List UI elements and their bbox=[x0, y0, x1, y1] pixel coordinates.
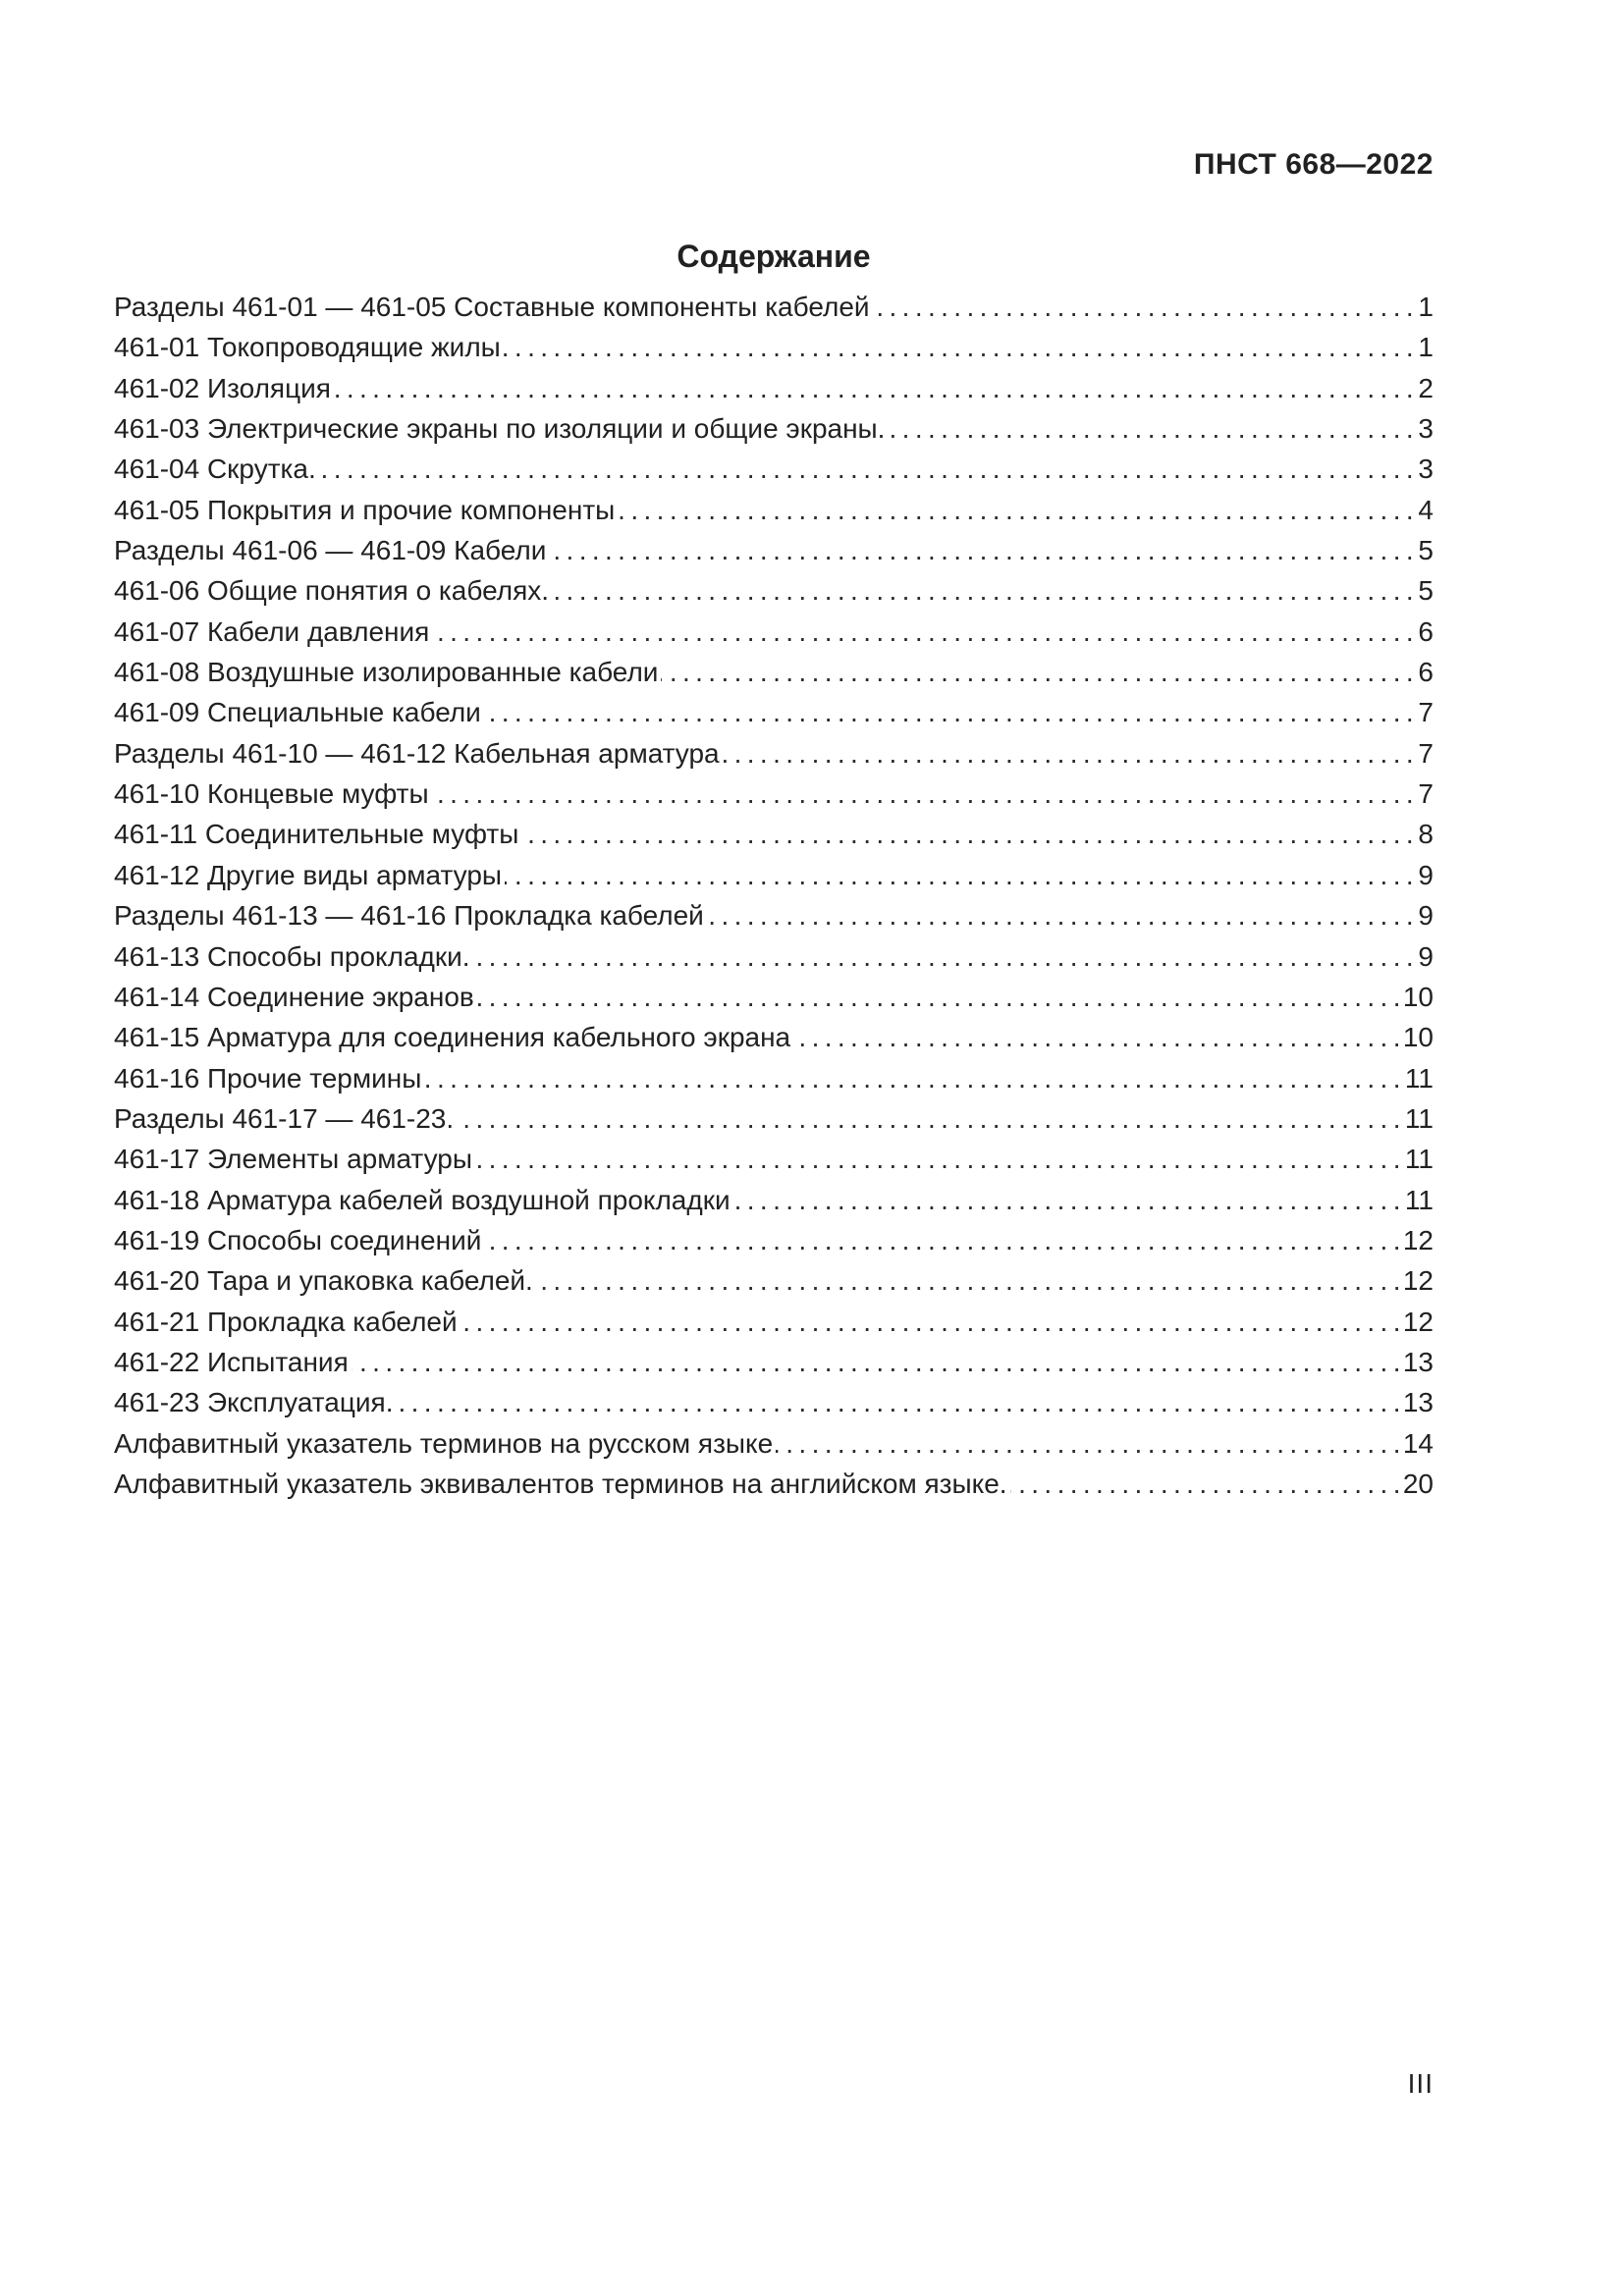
toc-entry bbox=[114, 287, 1434, 327]
toc-entry-label: 461-20 Тара и упаковка кабелей. bbox=[114, 1265, 536, 1296]
toc-entry bbox=[114, 490, 1434, 530]
toc-entry-label: 461-23 Эксплуатация. bbox=[114, 1387, 397, 1417]
toc-entry-page: 9 bbox=[1414, 855, 1434, 895]
toc-entry-label: 461-07 Кабели давления bbox=[114, 616, 432, 647]
page-title: Содержание bbox=[677, 239, 871, 274]
toc-entry-label: Разделы 461-17 — 461-23. bbox=[114, 1103, 457, 1134]
toc-entry-page: 7 bbox=[1414, 692, 1434, 732]
toc-entry bbox=[114, 1464, 1434, 1504]
toc-entry-page: 3 bbox=[1414, 449, 1434, 489]
toc-entry-page: 12 bbox=[1399, 1302, 1434, 1342]
toc-entry-page: 20 bbox=[1399, 1464, 1434, 1504]
document-code: ПНСТ 668—2022 bbox=[1193, 148, 1434, 181]
toc-entry-page: 10 bbox=[1399, 977, 1434, 1017]
toc-entry-label: 461-14 Соединение экранов bbox=[114, 982, 477, 1012]
toc-entry bbox=[114, 1342, 1434, 1382]
toc-entry-label: 461-01 Токопроводящие жилы bbox=[114, 332, 504, 362]
toc-entry-label: 461-06 Общие понятия о кабелях. bbox=[114, 575, 552, 606]
toc-entry-page: 11 bbox=[1401, 1058, 1434, 1098]
toc-entry-page: 4 bbox=[1414, 490, 1434, 530]
toc-entry-page: 6 bbox=[1414, 652, 1434, 692]
toc-entry-label: 461-02 Изоляция bbox=[114, 373, 334, 403]
toc-entry bbox=[114, 570, 1434, 611]
toc-entry-label: 461-19 Способы соединений bbox=[114, 1225, 484, 1255]
toc-entry-label: 461-22 Испытания bbox=[114, 1347, 352, 1377]
toc-entry-page: 12 bbox=[1399, 1220, 1434, 1260]
toc-entry-label: 461-13 Способы прокладки. bbox=[114, 941, 473, 972]
toc-entry-page: 1 bbox=[1414, 327, 1434, 367]
toc-entry bbox=[114, 855, 1434, 895]
toc-entry-label: 461-08 Воздушные изолированные кабели bbox=[114, 657, 661, 687]
toc-entry-page: 11 bbox=[1401, 1098, 1434, 1139]
toc-entry-page: 8 bbox=[1414, 814, 1434, 854]
toc-entry bbox=[114, 327, 1434, 367]
toc-entry-page: 7 bbox=[1414, 733, 1434, 774]
toc-entry-page: 13 bbox=[1399, 1382, 1434, 1422]
toc-entry bbox=[114, 652, 1434, 692]
page-content bbox=[114, 0, 1434, 1504]
toc-list bbox=[114, 287, 1434, 1504]
toc-entry-label: Алфавитный указатель терминов на русском языке bbox=[114, 1428, 776, 1459]
toc-entry bbox=[114, 1382, 1434, 1422]
toc-entry-label: 461-05 Покрытия и прочие компоненты bbox=[114, 495, 618, 525]
toc-entry bbox=[114, 1220, 1434, 1260]
toc-entry-page: 2 bbox=[1414, 368, 1434, 408]
toc-entry bbox=[114, 1098, 1434, 1139]
toc-entry-label: 461-04 Скрутка. bbox=[114, 454, 319, 484]
toc-entry-label: 461-11 Соединительные муфты bbox=[114, 819, 521, 849]
toc-entry bbox=[114, 1180, 1434, 1220]
toc-entry-label: Разделы 461-06 — 461-09 Кабели bbox=[114, 535, 549, 565]
toc-entry-label: 461-09 Специальные кабели bbox=[114, 697, 484, 727]
toc-entry bbox=[114, 895, 1434, 935]
toc-entry bbox=[114, 1423, 1434, 1464]
toc-entry bbox=[114, 774, 1434, 814]
toc-entry-label: 461-18 Арматура кабелей воздушной прокладки bbox=[114, 1185, 733, 1215]
toc-entry bbox=[114, 449, 1434, 489]
toc-entry bbox=[114, 1260, 1434, 1301]
toc-entry-page: 12 bbox=[1399, 1260, 1434, 1301]
toc-entry-label: 461-16 Прочие термины bbox=[114, 1063, 424, 1094]
toc-entry bbox=[114, 692, 1434, 732]
toc-entry-label: 461-15 Арматура для соединения кабельного экрана bbox=[114, 1022, 793, 1052]
toc-entry bbox=[114, 530, 1434, 570]
toc-entry bbox=[114, 612, 1434, 652]
toc-entry-page: 13 bbox=[1399, 1342, 1434, 1382]
toc-entry-page: 5 bbox=[1414, 570, 1434, 611]
toc-entry-page: 9 bbox=[1414, 895, 1434, 935]
toc-entry bbox=[114, 814, 1434, 854]
toc-entry bbox=[114, 733, 1434, 774]
toc-entry-page: 7 bbox=[1414, 774, 1434, 814]
toc-entry-page: 9 bbox=[1414, 936, 1434, 977]
toc-entry-label: Разделы 461-10 — 461-12 Кабельная арматура bbox=[114, 738, 723, 769]
toc-entry bbox=[114, 1058, 1434, 1098]
toc-entry-label: Разделы 461-13 — 461-16 Прокладка кабелей bbox=[114, 900, 707, 931]
toc-entry-page: 3 bbox=[1414, 408, 1434, 449]
toc-entry-page: 6 bbox=[1414, 612, 1434, 652]
toc-entry bbox=[114, 408, 1434, 449]
toc-entry bbox=[114, 368, 1434, 408]
toc-entry-label: 461-03 Электрические экраны по изоляции и общие экраны. bbox=[114, 413, 888, 444]
toc-entry-label: 461-21 Прокладка кабелей bbox=[114, 1307, 460, 1337]
toc-entry-page: 1 bbox=[1414, 287, 1434, 327]
toc-entry bbox=[114, 936, 1434, 977]
toc-entry bbox=[114, 977, 1434, 1017]
toc-entry-page: 14 bbox=[1399, 1423, 1434, 1464]
toc-entry bbox=[114, 1302, 1434, 1342]
toc-entry-page: 11 bbox=[1401, 1180, 1434, 1220]
toc-entry-page: 10 bbox=[1399, 1017, 1434, 1057]
toc-entry-label: 461-17 Элементы арматуры bbox=[114, 1144, 475, 1174]
toc-entry-label: 461-10 Концевые муфты bbox=[114, 778, 432, 809]
toc-entry-page: 11 bbox=[1401, 1139, 1434, 1179]
toc-entry-label: 461-12 Другие виды арматуры bbox=[114, 860, 505, 890]
footer-page-number: III bbox=[1407, 2068, 1434, 2099]
toc-entry bbox=[114, 1139, 1434, 1179]
toc-entry-label: Разделы 461-01 — 461-05 Составные компоненты кабелей bbox=[114, 292, 873, 322]
toc-entry bbox=[114, 1017, 1434, 1057]
toc-entry-page: 5 bbox=[1414, 530, 1434, 570]
toc-entry-label: Алфавитный указатель эквивалентов терминов на английском языке. bbox=[114, 1468, 1010, 1499]
